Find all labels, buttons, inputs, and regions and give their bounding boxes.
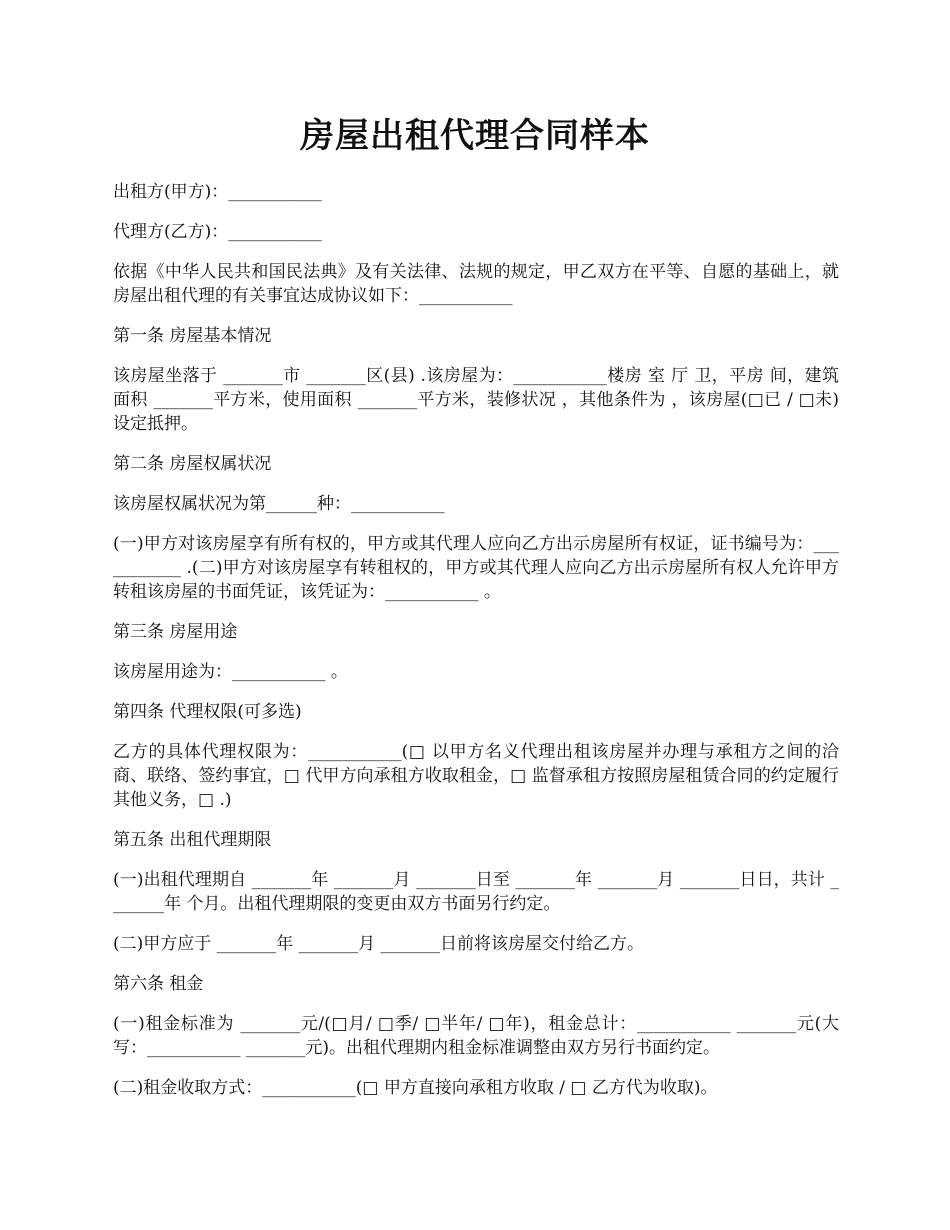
article-5-heading: 第五条 出租代理期限 [113, 830, 272, 850]
article-6-paragraph-2: (二)租金收取方式：___________(□ 甲方直接向承租方收取 / □ 乙方代为收取)。 [113, 1078, 718, 1098]
agent-line: 代理方(乙方)：___________ [113, 222, 322, 242]
article-4-heading: 第四条 代理权限(可多选) [113, 702, 302, 722]
article-6-heading: 第六条 租金 [113, 974, 204, 994]
article-3-heading: 第三条 房屋用途 [113, 622, 238, 642]
lessor-line: 出租方(甲方)：___________ [113, 182, 322, 202]
article-2-heading: 第二条 房屋权属状况 [113, 454, 272, 474]
document-body [113, 180, 839, 1116]
article-5-paragraph-2: (二)甲方应于 _______年 _______月 _______日前将该房屋交付给乙方。 [113, 934, 644, 954]
preamble-paragraph: 依据《中华人民共和国民法典》及有关法律、法规的规定，甲乙双方在平等、自愿的基础上，就房屋出租代理的有关事宜达成协议如下：___________ [113, 262, 839, 306]
document-title: 房屋出租代理合同样本 [300, 116, 650, 156]
article-2-paragraph-1: 该房屋权属状况为第______种：___________ [113, 494, 445, 514]
article-6-paragraph-1: (一)租金标准为 _______元/(□月/ □季/ □半年/ □年)，租金总计：___________ _______元(大写：___________ _______元)。出租代理期内租金标准调整由双方另行书面约定。 [113, 1014, 839, 1058]
article-3-paragraph: 该房屋用途为：___________ 。 [113, 662, 348, 682]
article-2-paragraph-2: (一)甲方对该房屋享有所有权的，甲方或其代理人应向乙方出示房屋所有权证，证书编号为：___________ .(二)甲方对该房屋享有转租权的，甲方或其代理人应向乙方出示房屋所有权人允许甲方转租该房屋的书面凭证，该凭证为：___________ 。 [113, 534, 839, 602]
article-1-heading: 第一条 房屋基本情况 [113, 326, 272, 346]
article-5-paragraph-1: (一)出租代理期自 _______年 _______月 _______日至 _______年 _______月 _______日日，共计 _______年 个月。出租代理期限的变更由双方书面另行约定。 [113, 870, 839, 914]
article-4-paragraph: 乙方的具体代理权限为：___________(□ 以甲方名义代理出租该房屋并办理与承租方之间的洽商、联络、签约事宜，□ 代甲方向承租方收取租金，□ 监督承租方按照房屋租赁合同的约定履行其他义务，□ .) [113, 742, 839, 810]
article-1-paragraph: 该房屋坐落于 _______市 _______区(县) .该房屋为：___________楼房 室 厅 卫，平房 间，建筑面积 _______平方米，使用面积 _______平方米，装修状况 ，其他条件为 ，该房屋(□已 / □未)设定抵押。 [113, 366, 839, 434]
